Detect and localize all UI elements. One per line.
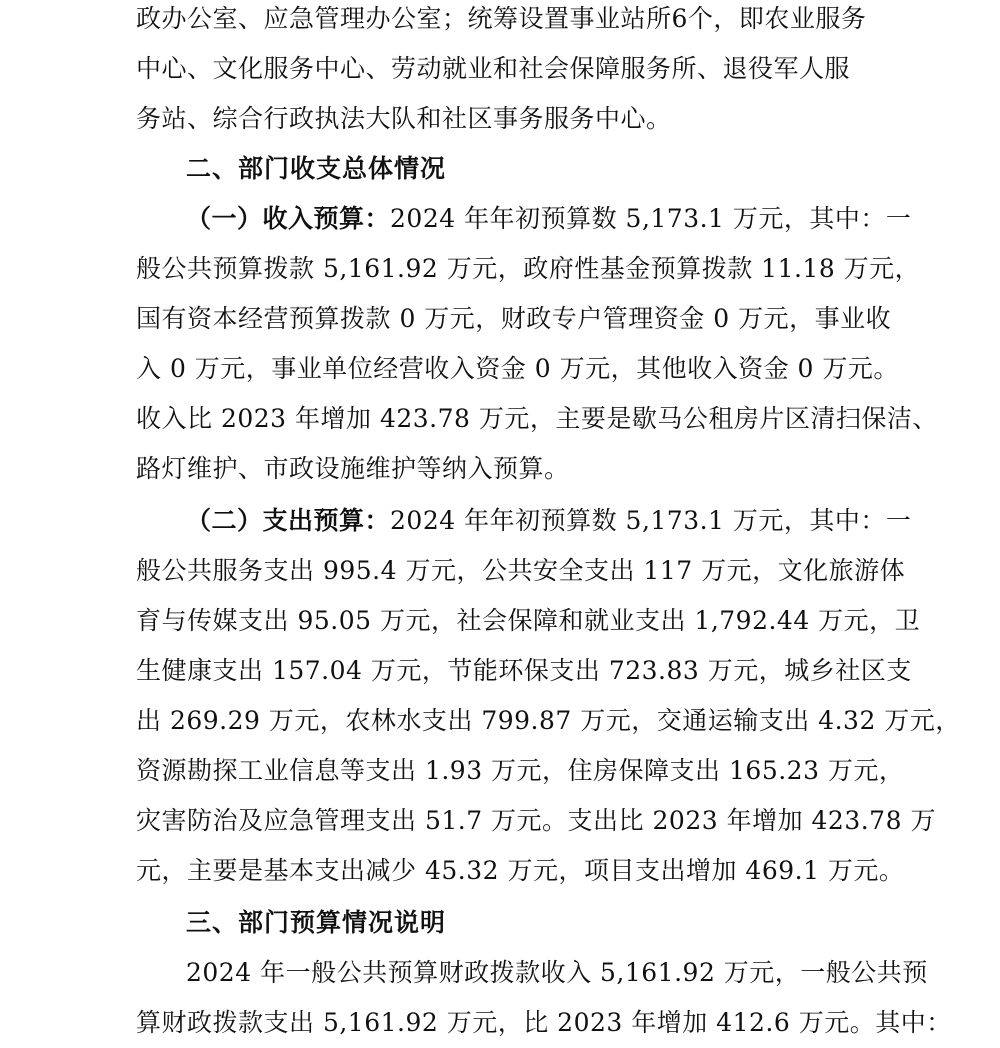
- expense-line-2: 般公共服务支出 995.4 万元，公共安全支出 117 万元，文化旅游体: [136, 556, 906, 585]
- expense-line-4: 生健康支出 157.04 万元，节能环保支出 723.83 万元，城乡社区支: [136, 656, 912, 685]
- expense-text: 2024 年年初预算数 5,173.1 万元，其中：一: [390, 506, 912, 535]
- income-label: （一）收入预算：: [186, 204, 391, 233]
- intro-line-3: 务站、综合行政执法大队和社区事务服务中心。: [136, 104, 672, 133]
- expense-label: （二）支出预算：: [186, 506, 391, 535]
- intro-line-1: 政办公室、应急管理办公室；统筹设置事业站所6个，即农业服务: [136, 4, 867, 33]
- section3-line-1: 2024 年一般公共预算财政拨款收入 5,161.92 万元，一般公共预: [186, 958, 928, 987]
- section3-line-2: 算财政拨款支出 5,161.92 万元，比 2023 年增加 412.6 万元。其中：: [136, 1008, 952, 1037]
- section-heading-3: 三、部门预算情况说明: [186, 908, 447, 937]
- section-heading-2: 二、部门收支总体情况: [186, 154, 447, 183]
- income-line-6: 路灯维护、市政设施维护等纳入预算。: [136, 454, 570, 483]
- income-line-4: 入 0 万元，事业单位经营收入资金 0 万元，其他收入资金 0 万元。: [136, 354, 899, 383]
- income-line-5: 收入比 2023 年增加 423.78 万元，主要是歇马公租房片区清扫保洁、: [136, 404, 938, 433]
- income-text: 2024 年年初预算数 5,173.1 万元，其中：一: [390, 204, 912, 233]
- income-line-3: 国有资本经营预算拨款 0 万元，财政专户管理资金 0 万元，事业收: [136, 304, 892, 333]
- expense-line-5: 出 269.29 万元，农林水支出 799.87 万元，交通运输支出 4.32 万元，: [136, 706, 961, 735]
- expense-line-7: 灾害防治及应急管理支出 51.7 万元。支出比 2023 年增加 423.78 万: [136, 806, 936, 835]
- income-first-line: [186, 194, 911, 244]
- expense-line-8: 元，主要是基本支出减少 45.32 万元，项目支出增加 469.1 万元。: [136, 856, 905, 885]
- income-line-2: 般公共预算拨款 5,161.92 万元，政府性基金预算拨款 11.18 万元，: [136, 254, 921, 283]
- expense-line-6: 资源勘探工业信息等支出 1.93 万元，住房保障支出 165.23 万元，: [136, 756, 905, 785]
- expense-line-3: 育与传媒支出 95.05 万元，社会保障和就业支出 1,792.44 万元，卫: [136, 606, 921, 635]
- intro-line-2: 中心、文化服务中心、劳动就业和社会保障服务所、退役军人服: [136, 54, 851, 83]
- expense-first-line: [186, 496, 911, 546]
